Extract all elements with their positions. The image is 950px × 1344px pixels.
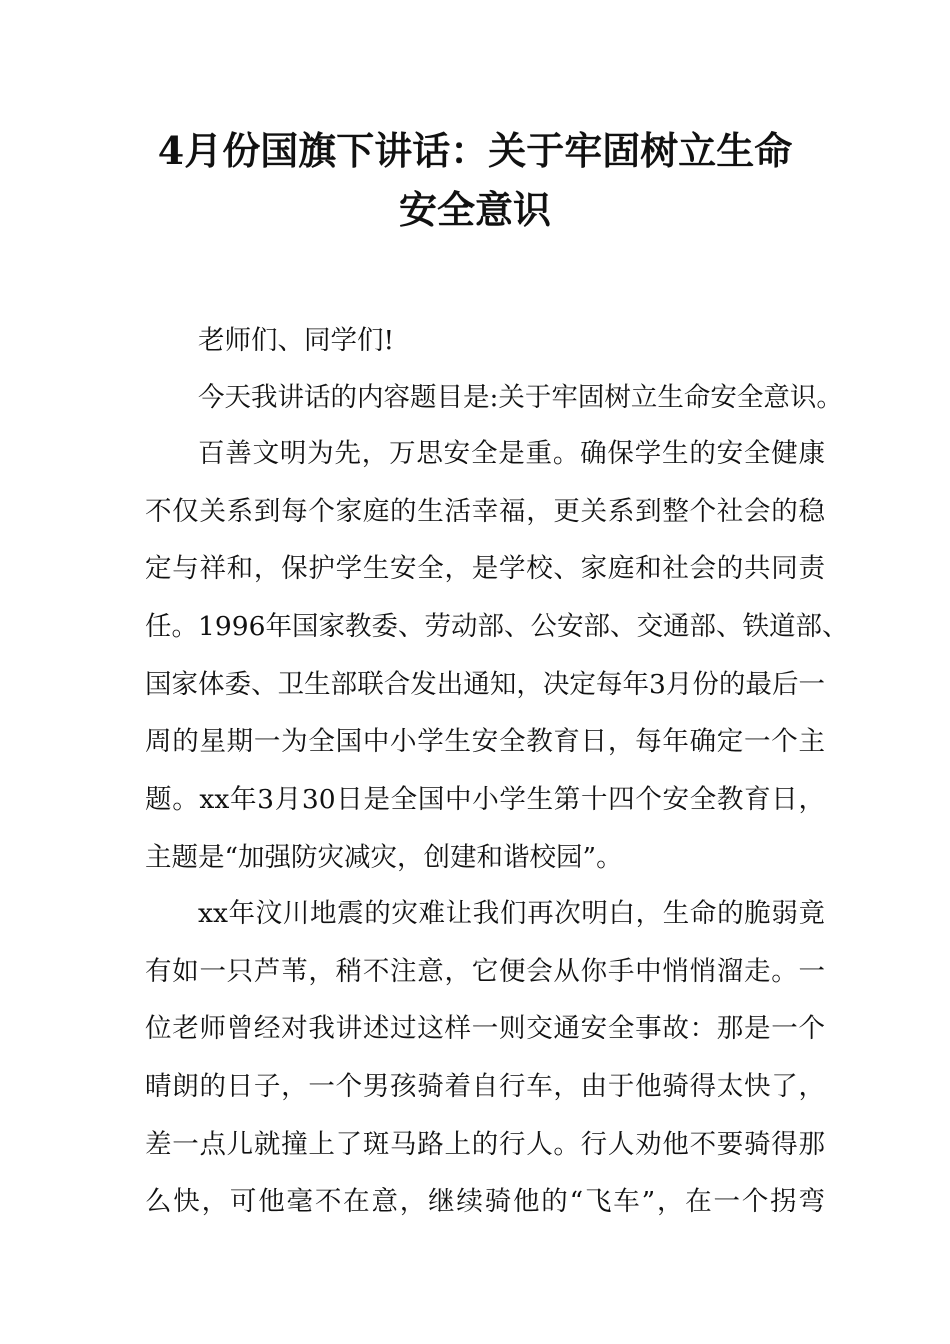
text-line: 百善文明为先，万思安全是重。确保学生的安全健康 <box>198 438 825 469</box>
text-line: 任。1996年国家教委、劳动部、公安部、交通部、铁道部、 <box>145 611 849 643</box>
text-line: 晴朗的日子，一个男孩骑着自行车，由于他骑得太快了， <box>145 1071 825 1103</box>
text-line: 老师们、同学们! <box>198 325 395 356</box>
document-title-line-2: 安全意识 <box>398 187 551 232</box>
text-line: 定与祥和，保护学生安全，是学校、家庭和社会的共同责 <box>145 553 825 585</box>
text-line: 么快，可他毫不在意，继续骑他的“飞车”，在一个拐弯 <box>145 1186 825 1218</box>
text-line: 题。xx年3月30日是全国中小学生第十四个安全教育日， <box>145 784 825 816</box>
paragraph-greeting <box>145 312 825 370</box>
text-line: 国家体委、卫生部联合发出通知，决定每年3月份的最后一 <box>145 668 825 700</box>
text-line: 主题是“加强防灾减灾，创建和谐校园”。 <box>145 841 623 873</box>
document-title-line-1: 4月份国旗下讲话：关于牢固树立生命 <box>157 128 793 173</box>
text-line: 今天我讲话的内容题目是:关于牢固树立生命安全意识。 <box>198 382 843 413</box>
text-line: 周的星期一为全国中小学生安全教育日，每年确定一个主 <box>145 726 825 758</box>
paragraph-topic <box>145 369 843 427</box>
paragraph-safety-education <box>145 425 849 887</box>
text-line: 差一点儿就撞上了斑马路上的行人。行人劝他不要骑得那 <box>145 1128 825 1160</box>
text-line: 有如一只芦苇，稍不注意，它便会从你手中悄悄溜走。一 <box>145 955 825 987</box>
text-line: xx年汶川地震的灾难让我们再次明白，生命的脆弱竟 <box>198 898 825 929</box>
paragraph-traffic-story <box>145 885 825 1231</box>
text-line: 位老师曾经对我讲述过这样一则交通安全事故：那是一个 <box>145 1013 825 1045</box>
text-line: 不仅关系到每个家庭的生活幸福，更关系到整个社会的稳 <box>145 495 825 527</box>
